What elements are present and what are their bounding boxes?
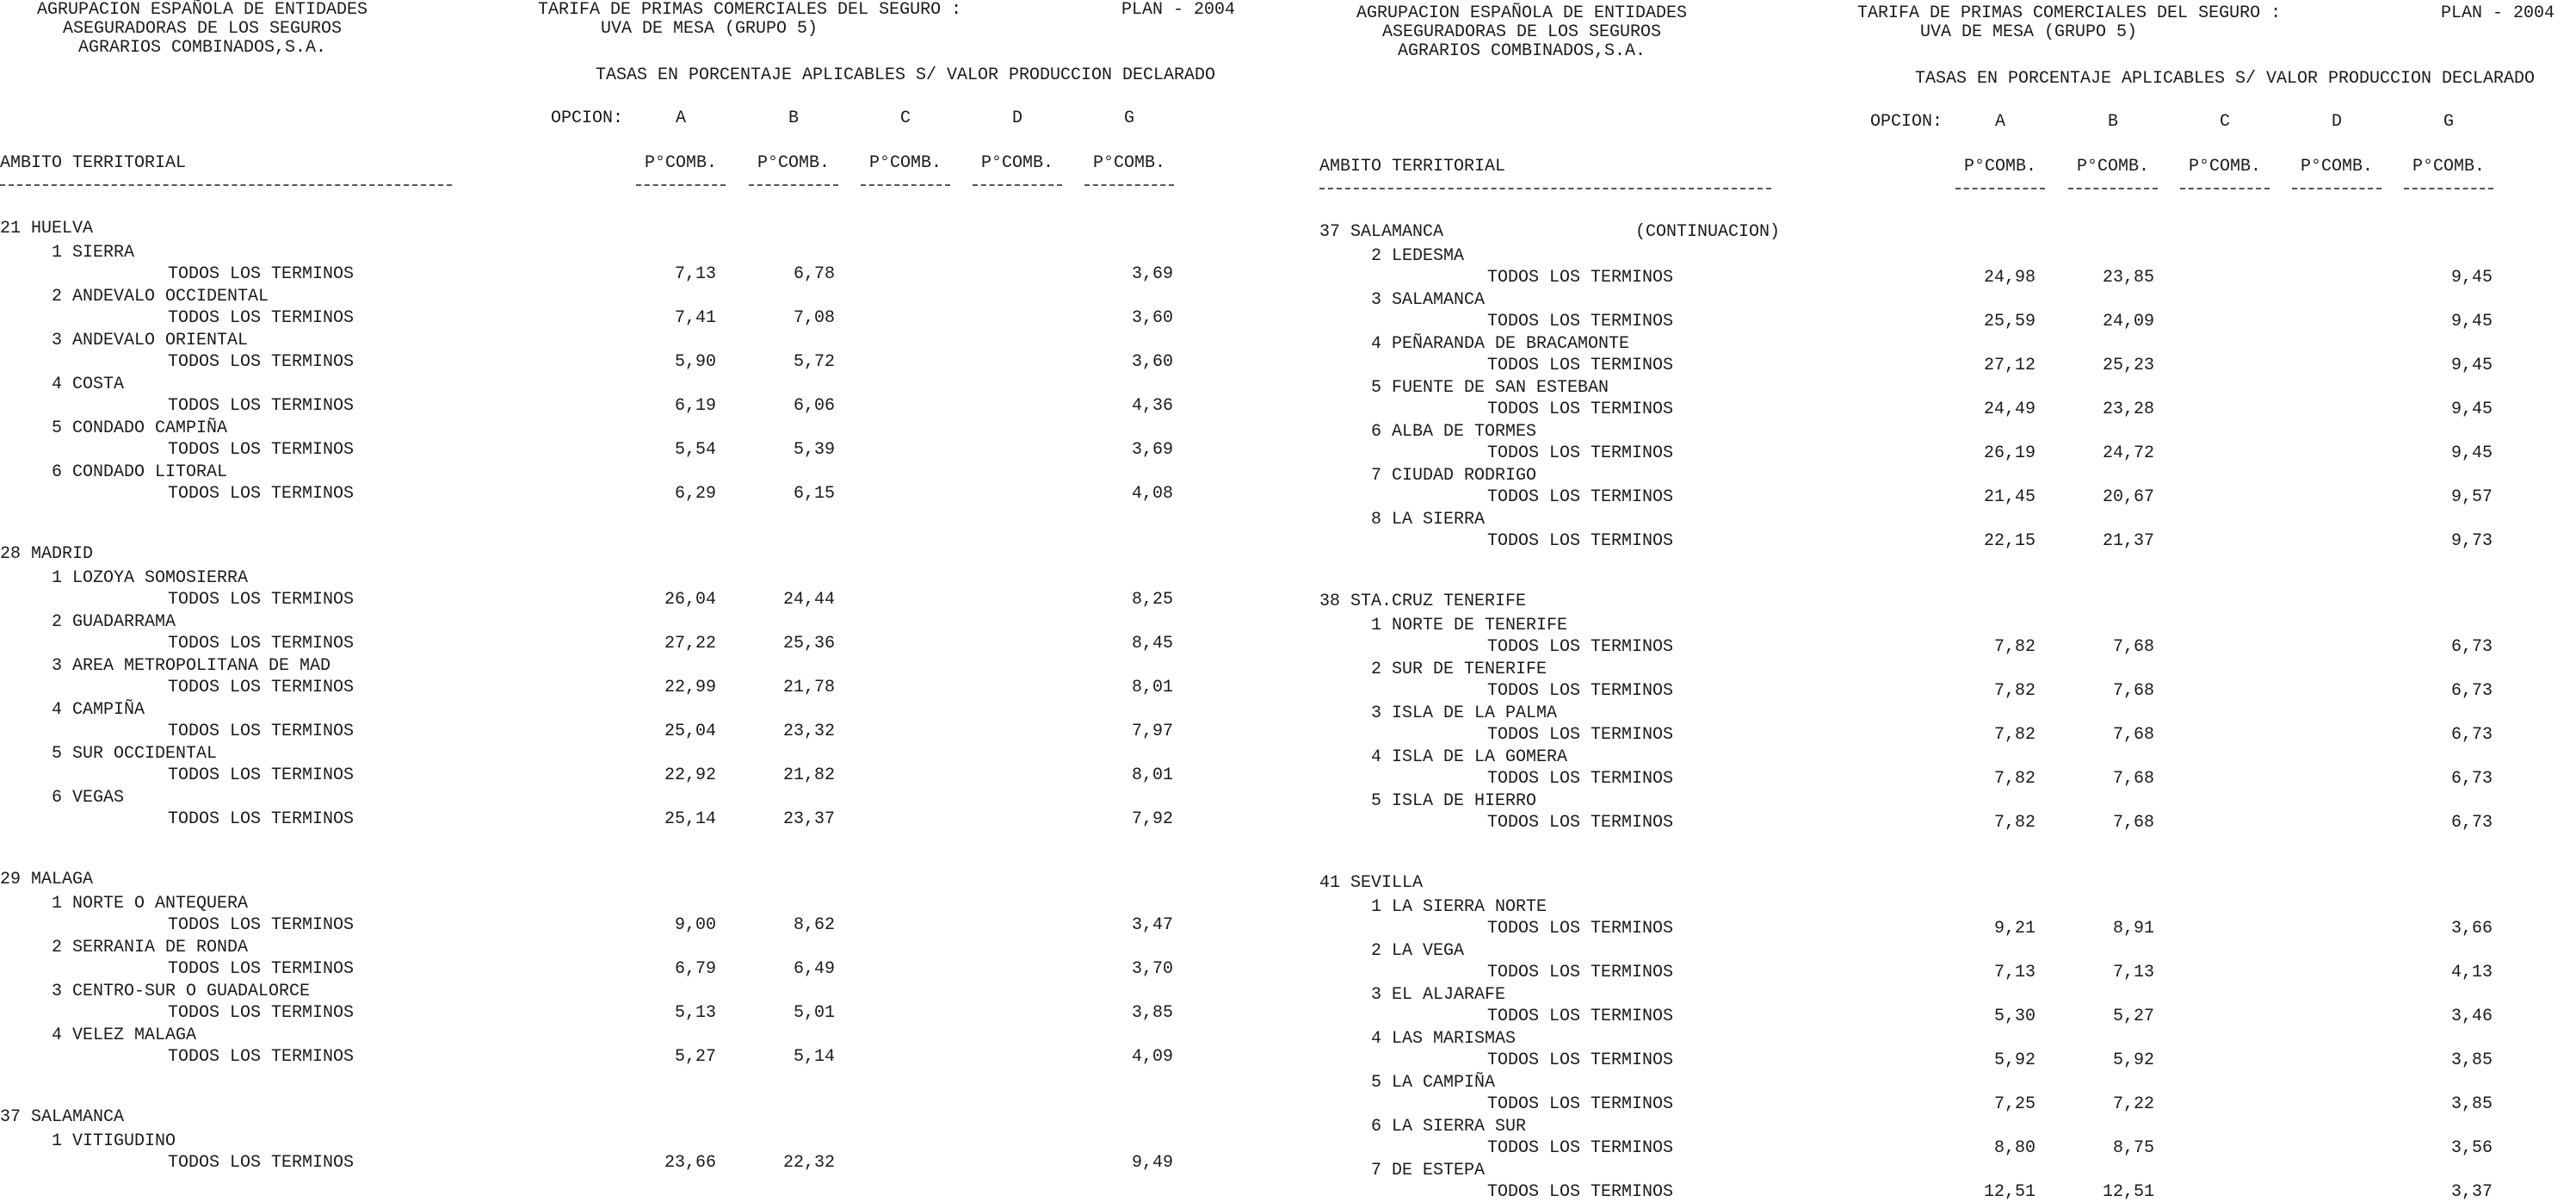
rate-g: 9,45 <box>2450 268 2493 288</box>
plan-label: PLAN - 2004 <box>2440 3 2554 23</box>
rate-g: 9,45 <box>2450 400 2493 419</box>
province-name: 21 HUELVA <box>0 219 94 239</box>
column-label: P°COMB. <box>2412 157 2485 177</box>
tariff-title: TARIFA DE PRIMAS COMERCIALES DEL SEGURO : <box>1857 3 2282 23</box>
zone-terms: TODOS LOS TERMINOS <box>168 1153 355 1173</box>
zone-terms: TODOS LOS TERMINOS <box>1487 268 1674 288</box>
rate-b: 21,78 <box>782 678 835 697</box>
zone-terms: TODOS LOS TERMINOS <box>1487 487 1674 507</box>
option-label: OPCION: <box>1869 112 1943 132</box>
zone-name: 3 EL ALJARAFE <box>1371 985 1506 1005</box>
zone-terms: TODOS LOS TERMINOS <box>168 440 355 460</box>
rate-g: 3,60 <box>1131 352 1173 372</box>
rate-b: 7,22 <box>2112 1094 2154 1114</box>
rate-g: 9,45 <box>2450 443 2493 463</box>
rate-g: 6,73 <box>2450 681 2493 701</box>
rate-a: 12,51 <box>1983 1182 2035 1202</box>
column-underline <box>2068 188 2158 189</box>
rate-b: 5,14 <box>793 1047 835 1067</box>
column-label: P°COMB. <box>757 153 830 173</box>
option-g: G <box>2443 112 2454 132</box>
zone-name: 6 CONDADO LITORAL <box>52 462 228 482</box>
rate-a: 22,99 <box>664 678 716 697</box>
rate-a: 25,04 <box>664 722 716 741</box>
rate-a: 6,79 <box>674 959 716 979</box>
rate-g: 8,01 <box>1131 678 1173 697</box>
zone-terms: TODOS LOS TERMINOS <box>1487 400 1674 419</box>
rate-b: 8,75 <box>2112 1138 2154 1158</box>
rate-g: 3,66 <box>2450 919 2493 939</box>
rate-a: 5,54 <box>674 440 716 460</box>
province-name: 28 MADRID <box>0 544 94 564</box>
zone-name: 1 NORTE O ANTEQUERA <box>52 894 249 914</box>
zone-name: 6 VEGAS <box>52 788 125 808</box>
zone-name: 1 NORTE DE TENERIFE <box>1371 616 1568 635</box>
rate-a: 27,12 <box>1983 356 2035 375</box>
option-g: G <box>1123 108 1134 128</box>
issuer-line: ASEGURADORAS DE LOS SEGUROS <box>62 19 343 39</box>
province-name: 37 SALAMANCA <box>0 1107 125 1127</box>
rate-g: 7,97 <box>1131 722 1173 741</box>
rate-b: 25,23 <box>2102 356 2154 375</box>
rate-a: 25,14 <box>664 809 716 829</box>
rate-b: 23,85 <box>2102 268 2154 288</box>
rate-b: 5,27 <box>2112 1007 2154 1026</box>
zone-name: 6 LA SIERRA SUR <box>1371 1117 1527 1137</box>
zone-terms: TODOS LOS TERMINOS <box>1487 1138 1674 1158</box>
zone-name: 2 LEDESMA <box>1371 246 1465 266</box>
zone-name: 2 GUADARRAMA <box>52 612 176 632</box>
rate-g: 8,25 <box>1131 590 1173 610</box>
option-b: B <box>2107 112 2118 132</box>
rate-g: 9,57 <box>2450 487 2493 507</box>
zone-name: 1 LA SIERRA NORTE <box>1371 897 1547 917</box>
rate-g: 6,73 <box>2450 769 2493 789</box>
rate-a: 24,49 <box>1983 400 2035 419</box>
option-b: B <box>788 108 799 128</box>
column-underline <box>2292 188 2381 189</box>
zone-terms: TODOS LOS TERMINOS <box>168 352 355 372</box>
rate-b: 24,09 <box>2102 312 2154 331</box>
zone-name: 4 CAMPIÑA <box>52 700 145 720</box>
rate-g: 9,45 <box>2450 356 2493 375</box>
zone-name: 2 SERRANIA DE RONDA <box>52 938 249 957</box>
zone-terms: TODOS LOS TERMINOS <box>1487 963 1674 982</box>
zone-terms: TODOS LOS TERMINOS <box>1487 919 1674 939</box>
territory-header: AMBITO TERRITORIAL <box>1319 157 1506 177</box>
zone-terms: TODOS LOS TERMINOS <box>168 634 355 654</box>
column-underline <box>636 184 726 186</box>
rate-a: 5,27 <box>674 1047 716 1067</box>
zone-name: 6 ALBA DE TORMES <box>1371 422 1537 442</box>
zone-terms: TODOS LOS TERMINOS <box>1487 769 1674 789</box>
rate-b: 5,72 <box>793 352 835 372</box>
rate-a: 22,92 <box>664 765 716 785</box>
zone-terms: TODOS LOS TERMINOS <box>168 959 355 979</box>
zone-name: 3 CENTRO-SUR O GUADALORCE <box>52 982 311 1001</box>
zone-terms: TODOS LOS TERMINOS <box>168 809 355 829</box>
plan-label: PLAN - 2004 <box>1121 0 1235 20</box>
rate-b: 23,37 <box>782 809 835 829</box>
rate-b: 5,39 <box>793 440 835 460</box>
zone-name: 1 VITIGUDINO <box>52 1131 176 1151</box>
rate-b: 6,78 <box>793 264 835 284</box>
rate-g: 6,73 <box>2450 813 2493 833</box>
zone-terms: TODOS LOS TERMINOS <box>1487 1182 1674 1202</box>
province-name: 41 SEVILLA <box>1319 873 1424 893</box>
column-label: P°COMB. <box>2188 157 2261 177</box>
rates-note: TASAS EN PORCENTAJE APLICABLES S/ VALOR PRODUCCION DECLARADO <box>1914 69 2536 89</box>
zone-terms: TODOS LOS TERMINOS <box>168 915 355 935</box>
zone-terms: TODOS LOS TERMINOS <box>1487 681 1674 701</box>
zone-terms: TODOS LOS TERMINOS <box>1487 443 1674 463</box>
rate-a: 22,15 <box>1983 531 2035 551</box>
rate-g: 3,69 <box>1131 440 1173 460</box>
issuer-line: AGRARIOS COMBINADOS,S.A. <box>1397 41 1646 61</box>
rate-g: 7,92 <box>1131 809 1173 829</box>
rate-g: 3,85 <box>1131 1003 1173 1023</box>
zone-name: 5 ISLA DE HIERRO <box>1371 791 1537 811</box>
zone-terms: TODOS LOS TERMINOS <box>168 264 355 284</box>
column-underline <box>749 184 838 186</box>
zone-name: 4 ISLA DE LA GOMERA <box>1371 747 1568 767</box>
rate-g: 8,01 <box>1131 765 1173 785</box>
rate-a: 6,19 <box>674 396 716 416</box>
rate-b: 6,15 <box>793 484 835 504</box>
tariff-page-1 <box>0 0 1282 1173</box>
zone-name: 3 AREA METROPOLITANA DE MAD <box>52 656 331 676</box>
rate-b: 21,37 <box>2102 531 2154 551</box>
rate-a: 26,19 <box>1983 443 2035 463</box>
province-name: 38 STA.CRUZ TENERIFE <box>1319 592 1527 611</box>
rate-g: 9,45 <box>2450 312 2493 331</box>
column-underline <box>973 184 1062 186</box>
rate-a: 7,41 <box>674 308 716 328</box>
rate-a: 7,13 <box>1993 963 2035 982</box>
rate-g: 3,69 <box>1131 264 1173 284</box>
zone-terms: TODOS LOS TERMINOS <box>1487 725 1674 745</box>
rate-b: 7,68 <box>2112 725 2154 745</box>
rate-g: 9,73 <box>2450 531 2493 551</box>
zone-name: 3 ANDEVALO ORIENTAL <box>52 331 249 350</box>
rate-b: 7,08 <box>793 308 835 328</box>
rate-g: 3,46 <box>2450 1007 2493 1026</box>
rate-a: 6,29 <box>674 484 716 504</box>
rate-g: 3,47 <box>1131 915 1173 935</box>
zone-terms: TODOS LOS TERMINOS <box>1487 637 1674 657</box>
issuer-line: ASEGURADORAS DE LOS SEGUROS <box>1381 22 1662 42</box>
rate-b: 23,32 <box>782 722 835 741</box>
rate-a: 5,13 <box>674 1003 716 1023</box>
rate-g: 4,08 <box>1131 484 1173 504</box>
zone-name: 7 CIUDAD RODRIGO <box>1371 466 1537 486</box>
zone-name: 8 LA SIERRA <box>1371 510 1486 530</box>
zone-terms: TODOS LOS TERMINOS <box>168 484 355 504</box>
rate-a: 25,59 <box>1983 312 2035 331</box>
rate-a: 9,00 <box>674 915 716 935</box>
zone-name: 5 CONDADO CAMPIÑA <box>52 418 228 438</box>
tariff-title: TARIFA DE PRIMAS COMERCIALES DEL SEGURO : <box>538 0 962 20</box>
zone-terms: TODOS LOS TERMINOS <box>1487 312 1674 331</box>
rate-a: 24,98 <box>1983 268 2035 288</box>
rate-g: 3,37 <box>2450 1182 2493 1202</box>
option-a: A <box>675 108 686 128</box>
rate-g: 3,70 <box>1131 959 1173 979</box>
zone-terms: TODOS LOS TERMINOS <box>168 678 355 697</box>
option-d: D <box>1011 108 1022 128</box>
rate-g: 9,49 <box>1131 1153 1173 1173</box>
rate-a: 23,66 <box>664 1153 716 1173</box>
rate-a: 26,04 <box>664 590 716 610</box>
zone-name: 7 DE ESTEPA <box>1371 1161 1486 1180</box>
rate-g: 8,45 <box>1131 634 1173 654</box>
option-c: C <box>2219 112 2230 132</box>
column-label: P°COMB. <box>2076 157 2149 177</box>
rate-g: 6,73 <box>2450 725 2493 745</box>
rate-b: 6,49 <box>793 959 835 979</box>
territory-header: AMBITO TERRITORIAL <box>0 153 187 173</box>
rate-g: 4,36 <box>1131 396 1173 416</box>
continuation-note: (CONTINUACION) <box>1635 222 1781 242</box>
rate-g: 3,85 <box>2450 1094 2493 1114</box>
zone-terms: TODOS LOS TERMINOS <box>1487 1050 1674 1070</box>
rate-a: 5,30 <box>1993 1007 2035 1026</box>
rate-b: 5,01 <box>793 1003 835 1023</box>
column-label: P°COMB. <box>1963 157 2036 177</box>
zone-terms: TODOS LOS TERMINOS <box>168 308 355 328</box>
rate-b: 21,82 <box>782 765 835 785</box>
column-label: P°COMB. <box>644 153 717 173</box>
zone-terms: TODOS LOS TERMINOS <box>168 765 355 785</box>
option-d: D <box>2331 112 2342 132</box>
rate-a: 21,45 <box>1983 487 2035 507</box>
rate-g: 3,56 <box>2450 1138 2493 1158</box>
zone-terms: TODOS LOS TERMINOS <box>1487 356 1674 375</box>
column-label: P°COMB. <box>1092 153 1165 173</box>
tariff-page-2 <box>1319 0 2576 1202</box>
column-underline <box>861 184 950 186</box>
rate-b: 25,36 <box>782 634 835 654</box>
zone-terms: TODOS LOS TERMINOS <box>1487 531 1674 551</box>
rate-a: 7,82 <box>1993 681 2035 701</box>
province-name: 29 MALAGA <box>0 870 94 889</box>
rate-a: 7,82 <box>1993 725 2035 745</box>
option-a: A <box>1994 112 2005 132</box>
zone-name: 5 LA CAMPIÑA <box>1371 1073 1496 1093</box>
rate-b: 8,91 <box>2112 919 2154 939</box>
column-label: P°COMB. <box>980 153 1053 173</box>
column-label: P°COMB. <box>2300 157 2373 177</box>
rate-b: 24,44 <box>782 590 835 610</box>
zone-terms: TODOS LOS TERMINOS <box>168 722 355 741</box>
zone-name: 2 LA VEGA <box>1371 941 1465 961</box>
zone-terms: TODOS LOS TERMINOS <box>168 1003 355 1023</box>
option-c: C <box>899 108 911 128</box>
zone-name: 5 SUR OCCIDENTAL <box>52 744 218 764</box>
rate-b: 20,67 <box>2102 487 2154 507</box>
zone-terms: TODOS LOS TERMINOS <box>1487 813 1674 833</box>
rate-b: 6,06 <box>793 396 835 416</box>
crop-name: UVA DE MESA (GRUPO 5) <box>600 19 819 39</box>
rate-a: 9,21 <box>1993 919 2035 939</box>
zone-name: 1 SIERRA <box>52 243 135 263</box>
rate-b: 24,72 <box>2102 443 2154 463</box>
rate-g: 3,60 <box>1131 308 1173 328</box>
rate-a: 5,92 <box>1993 1050 2035 1070</box>
rate-b: 22,32 <box>782 1153 835 1173</box>
rate-a: 7,13 <box>674 264 716 284</box>
zone-terms: TODOS LOS TERMINOS <box>168 1047 355 1067</box>
zone-name: 3 SALAMANCA <box>1371 290 1486 310</box>
rates-note: TASAS EN PORCENTAJE APLICABLES S/ VALOR PRODUCCION DECLARADO <box>595 65 1216 85</box>
rate-a: 5,90 <box>674 352 716 372</box>
column-underline <box>2180 188 2270 189</box>
rate-a: 7,82 <box>1993 813 2035 833</box>
zone-name: 2 SUR DE TENERIFE <box>1371 660 1547 679</box>
zone-terms: TODOS LOS TERMINOS <box>1487 1007 1674 1026</box>
column-underline <box>1084 184 1174 186</box>
rate-b: 7,68 <box>2112 769 2154 789</box>
rate-a: 27,22 <box>664 634 716 654</box>
zone-name: 5 FUENTE DE SAN ESTEBAN <box>1371 378 1609 398</box>
rate-a: 7,82 <box>1993 769 2035 789</box>
rate-g: 4,09 <box>1131 1047 1173 1067</box>
rate-b: 23,28 <box>2102 400 2154 419</box>
column-underline <box>2404 188 2493 189</box>
rate-b: 7,68 <box>2112 681 2154 701</box>
rate-b: 12,51 <box>2102 1182 2154 1202</box>
territory-underline <box>1319 188 1771 189</box>
column-underline <box>1955 188 2045 189</box>
zone-name: 4 LAS MARISMAS <box>1371 1029 1517 1049</box>
rate-b: 5,92 <box>2112 1050 2154 1070</box>
rate-g: 4,13 <box>2450 963 2493 982</box>
zone-name: 3 ISLA DE LA PALMA <box>1371 703 1558 723</box>
issuer-line: AGRUPACION ESPAÑOLA DE ENTIDADES <box>1356 3 1688 23</box>
rate-g: 6,73 <box>2450 637 2493 657</box>
issuer-line: AGRUPACION ESPAÑOLA DE ENTIDADES <box>36 0 368 20</box>
rate-b: 7,68 <box>2112 637 2154 657</box>
rate-b: 8,62 <box>793 915 835 935</box>
zone-terms: TODOS LOS TERMINOS <box>168 590 355 610</box>
option-label: OPCION: <box>550 108 623 128</box>
zone-name: 1 LOZOYA SOMOSIERRA <box>52 568 249 588</box>
zone-name: 2 ANDEVALO OCCIDENTAL <box>52 287 269 307</box>
rate-g: 3,85 <box>2450 1050 2493 1070</box>
province-name: 37 SALAMANCA <box>1319 222 1444 242</box>
zone-name: 4 PEÑARANDA DE BRACAMONTE <box>1371 334 1630 354</box>
territory-underline <box>0 184 452 186</box>
rate-a: 8,80 <box>1993 1138 2035 1158</box>
rate-a: 7,82 <box>1993 637 2035 657</box>
rate-b: 7,68 <box>2112 813 2154 833</box>
zone-name: 4 COSTA <box>52 375 125 394</box>
column-label: P°COMB. <box>868 153 942 173</box>
issuer-line: AGRARIOS COMBINADOS,S.A. <box>77 38 327 58</box>
zone-terms: TODOS LOS TERMINOS <box>1487 1094 1674 1114</box>
rate-a: 7,25 <box>1993 1094 2035 1114</box>
zone-terms: TODOS LOS TERMINOS <box>168 396 355 416</box>
crop-name: UVA DE MESA (GRUPO 5) <box>1919 22 2138 42</box>
rate-b: 7,13 <box>2112 963 2154 982</box>
zone-name: 4 VELEZ MALAGA <box>52 1025 197 1045</box>
